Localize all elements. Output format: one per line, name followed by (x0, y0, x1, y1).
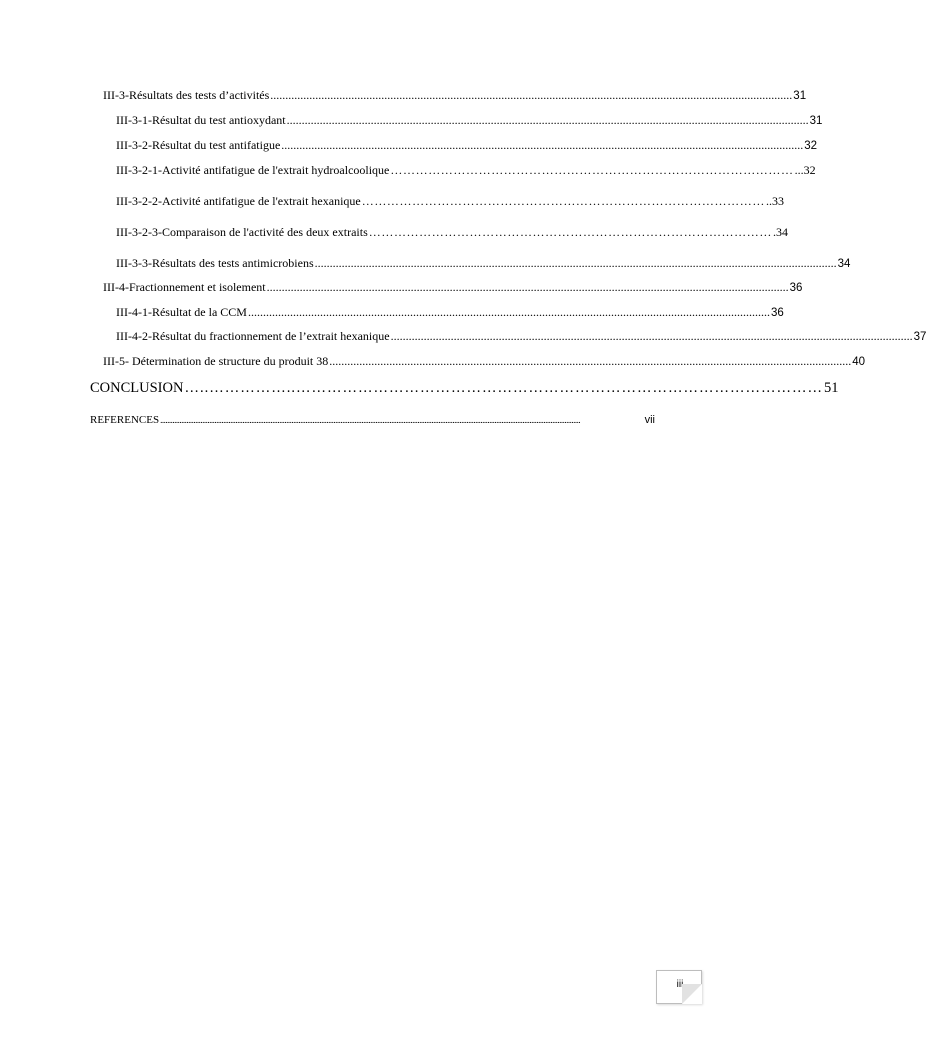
toc-entry-label: CONCLUSION (90, 380, 184, 396)
toc-entry[interactable] (116, 113, 823, 129)
toc-leader-dots: .............................................................................................................................................................................. (286, 113, 809, 127)
toc-entry-label: REFERENCES (90, 414, 160, 426)
toc-entry-label: III-5- Détermination de structure du produit 38 (103, 354, 329, 368)
toc-entry-label: III-3-2-Résultat du test antifatigue (116, 138, 281, 152)
toc-entry-label: III-3-2-1-Activité antifatigue de l'extrait hydroalcoolique (116, 163, 390, 177)
toc-entry-label: III-3-Résultats des tests d’activités (103, 88, 270, 102)
toc-entry[interactable] (103, 354, 866, 370)
toc-leader-dots: .............................................................................................................................................................................. (247, 305, 770, 319)
toc-entry-page: 37 (913, 331, 926, 343)
toc-entry-label: III-4-Fractionnement et isolement (103, 280, 266, 294)
toc-entry-page: 31 (809, 115, 823, 127)
toc-entry-page: 31 (793, 90, 807, 102)
toc-entry-page: 51 (823, 380, 839, 396)
toc-entry-conclusion[interactable] (90, 379, 839, 397)
toc-entry-page: ...32 (794, 163, 816, 177)
toc-entry[interactable] (103, 88, 807, 104)
toc-leader-dots: .............................................................................................................................................................................. (270, 88, 793, 102)
toc-entry-page: 36 (770, 307, 784, 319)
toc-leader-dots: …………………………………………………………………………………… (361, 194, 765, 208)
toc-entry[interactable] (116, 329, 926, 345)
toc-entry[interactable] (116, 138, 818, 154)
toc-entry-page: ..33 (765, 194, 784, 208)
toc-entry[interactable] (116, 256, 851, 272)
toc-entry-page: 32 (804, 140, 818, 152)
page-number: iii (676, 979, 684, 990)
toc-entry-label: III-4-1-Résultat de la CCM (116, 305, 247, 319)
folded-corner (682, 984, 702, 1004)
toc-entry-label: III-3-1-Résultat du test antioxydant (116, 113, 286, 127)
toc-entry[interactable] (116, 194, 784, 209)
toc-entry-page: 40 (852, 356, 866, 368)
toc-leader-dots: .............................................................................................................................................................................. (314, 256, 837, 270)
toc-entry[interactable] (116, 225, 788, 240)
toc-entry[interactable] (116, 163, 816, 178)
toc-entry-page: 34 (837, 258, 851, 270)
toc-leader-dots: .............................................................................................................................................................................. (281, 138, 804, 152)
toc-leader-dots: .............................................................................................................................................................................. (329, 354, 852, 368)
toc-entry-page: .34 (772, 225, 788, 239)
toc-leader-dots: .............................................................................................................................................................................. (266, 280, 789, 294)
page-number-box (656, 970, 702, 1004)
toc-entry-label: III-3-3-Résultats des tests antimicrobiens (116, 256, 314, 270)
toc-entry-label: III-3-2-2-Activité antifatigue de l'extrait hexanique (116, 194, 361, 208)
toc-entry-page: 36 (789, 282, 803, 294)
toc-entry-label: III-3-2-3-Comparaison de l'activité des deux extraits (116, 225, 368, 239)
toc-entry-label: III-4-2-Résultat du fractionnement de l’extrait hexanique (116, 329, 390, 343)
toc-leader-dots: …..……………..………………………………………………………………………………………… (184, 380, 823, 396)
toc-leader-dots: …………………………………………………………………………………… (368, 225, 772, 239)
toc-entry[interactable] (103, 280, 803, 296)
toc-leader-dots: ................................................................................................................................................................................................................................................ (160, 415, 581, 425)
toc-entry-references[interactable] (90, 413, 655, 428)
toc-leader-dots: …………………………………………………………………………………… (390, 163, 794, 177)
toc-leader-dots: .............................................................................................................................................................................. (390, 329, 913, 343)
toc-entry-page: vii (644, 414, 655, 426)
toc-entry[interactable] (116, 305, 784, 321)
